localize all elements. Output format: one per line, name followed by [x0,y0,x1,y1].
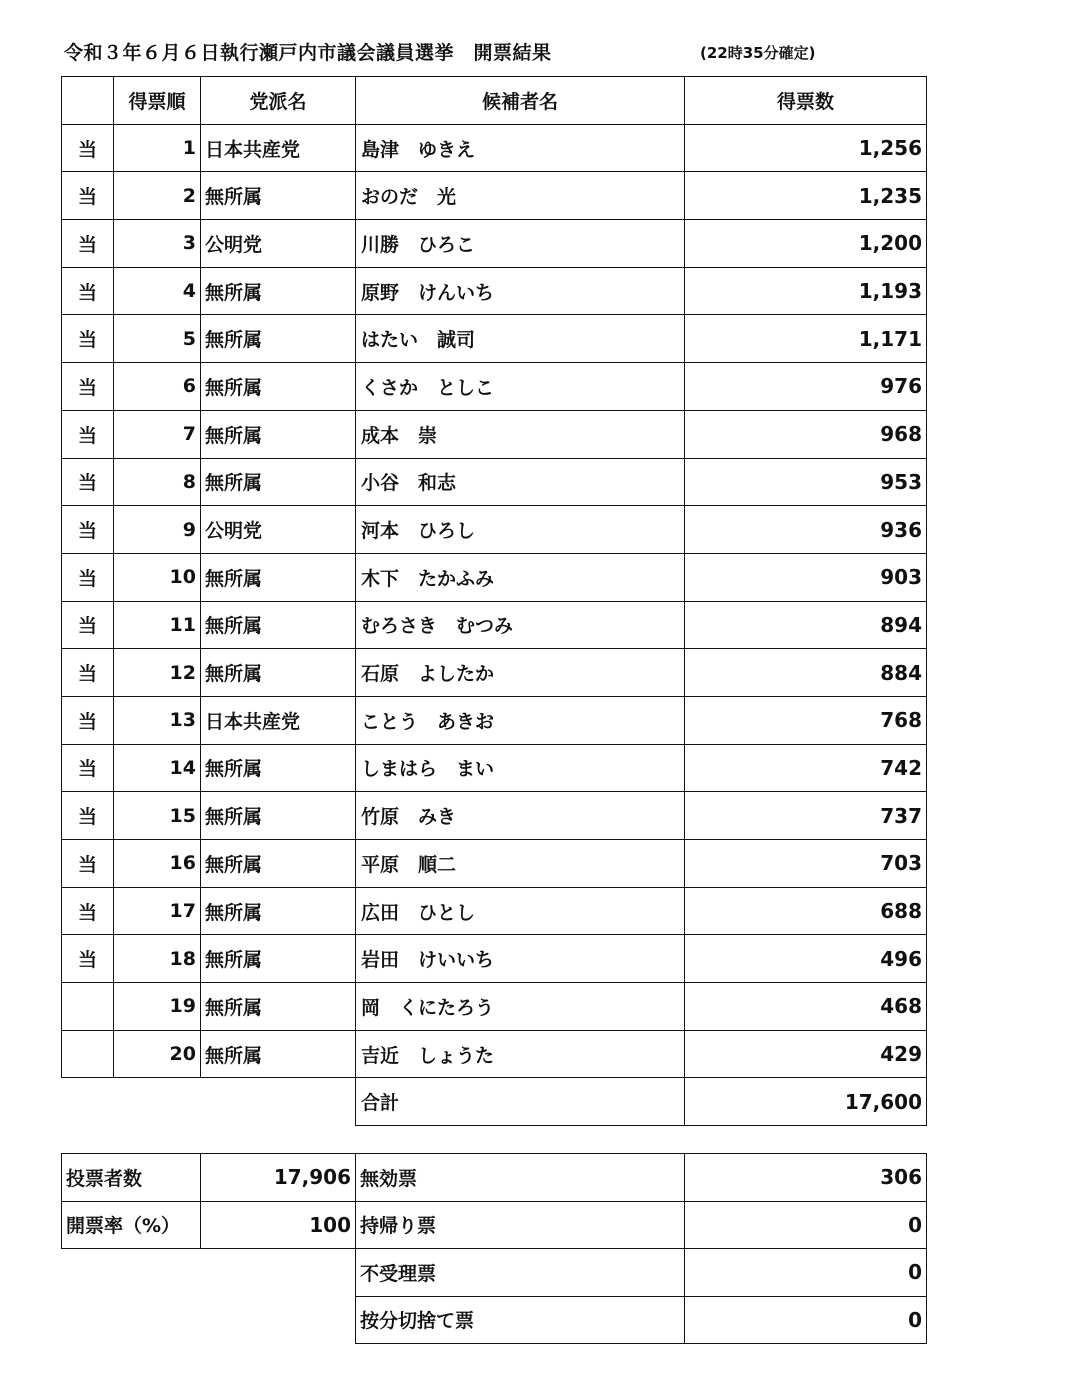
party-cell: 無所属 [201,935,356,983]
summary-blank [62,1296,356,1344]
party-cell: 無所属 [201,649,356,697]
column-header-elected [62,77,114,125]
rank-cell: 19 [114,983,201,1031]
candidate-name-cell: 河本 ひろし [356,506,685,554]
votes-cell: 742 [685,744,927,792]
candidate-name-cell: 成本 崇 [356,410,685,458]
elected-mark: 当 [62,744,114,792]
elected-mark: 当 [62,363,114,411]
party-cell: 公明党 [201,506,356,554]
elected-mark [62,983,114,1031]
candidate-name-cell: むろさき むつみ [356,601,685,649]
votes-cell: 894 [685,601,927,649]
elected-mark: 当 [62,410,114,458]
rank-cell: 12 [114,649,201,697]
votes-cell: 703 [685,840,927,888]
party-cell: 無所属 [201,601,356,649]
summary-row [62,1249,927,1297]
votes-cell: 429 [685,1030,927,1078]
table-row [62,696,927,744]
candidate-name-cell: 広田 ひとし [356,887,685,935]
candidate-name-cell: 吉近 しょうた [356,1030,685,1078]
total-blank [62,1078,356,1126]
elected-mark: 当 [62,935,114,983]
voters-label: 投票者数 [62,1154,201,1202]
table-row [62,983,927,1031]
total-value: 17,600 [685,1078,927,1126]
votes-cell: 936 [685,506,927,554]
party-cell: 日本共産党 [201,124,356,172]
party-cell: 無所属 [201,458,356,506]
rank-cell: 1 [114,124,201,172]
elected-mark: 当 [62,840,114,888]
table-row [62,220,927,268]
summary-row [62,1154,927,1202]
column-header-party: 党派名 [201,77,356,125]
rank-cell: 15 [114,792,201,840]
votes-cell: 968 [685,410,927,458]
votes-cell: 976 [685,363,927,411]
votes-cell: 688 [685,887,927,935]
rank-cell: 9 [114,506,201,554]
rank-cell: 17 [114,887,201,935]
rank-cell: 14 [114,744,201,792]
candidate-name-cell: 川勝 ひろこ [356,220,685,268]
candidate-name-cell: 岡 くにたろう [356,983,685,1031]
summary-table [61,1153,927,1344]
table-row [62,744,927,792]
candidate-name-cell: 小谷 和志 [356,458,685,506]
rank-cell: 2 [114,172,201,220]
elected-mark: 当 [62,649,114,697]
party-cell: 日本共産党 [201,696,356,744]
rank-cell: 20 [114,1030,201,1078]
candidate-name-cell: ことう あきお [356,696,685,744]
party-cell: 無所属 [201,315,356,363]
table-row [62,124,927,172]
invalid-value: 306 [685,1154,927,1202]
votes-cell: 1,193 [685,267,927,315]
table-row [62,458,927,506]
rate-value: 100 [201,1201,356,1249]
votes-cell: 1,256 [685,124,927,172]
elected-mark: 当 [62,792,114,840]
table-row [62,840,927,888]
table-row [62,601,927,649]
rank-cell: 6 [114,363,201,411]
party-cell: 無所属 [201,744,356,792]
table-row [62,887,927,935]
column-header-votes: 得票数 [685,77,927,125]
rank-cell: 4 [114,267,201,315]
party-cell: 無所属 [201,983,356,1031]
party-cell: 無所属 [201,172,356,220]
votes-cell: 768 [685,696,927,744]
elected-mark: 当 [62,506,114,554]
table-row [62,792,927,840]
rank-cell: 16 [114,840,201,888]
candidate-name-cell: くさか としこ [356,363,685,411]
candidate-name-cell: 平原 順二 [356,840,685,888]
confirmed-time: (22時35分確定) [700,44,816,62]
elected-mark: 当 [62,172,114,220]
candidate-name-cell: 石原 よしたか [356,649,685,697]
summary-row [62,1201,927,1249]
elected-mark: 当 [62,267,114,315]
candidate-name-cell: 原野 けんいち [356,267,685,315]
votes-cell: 496 [685,935,927,983]
table-row [62,315,927,363]
results-body [62,124,927,1078]
votes-cell: 903 [685,553,927,601]
total-label: 合計 [356,1078,685,1126]
candidate-name-cell: おのだ 光 [356,172,685,220]
table-row [62,410,927,458]
unaccepted-label: 不受理票 [356,1249,685,1297]
voters-value: 17,906 [201,1154,356,1202]
results-table [61,76,927,1126]
table-row [62,649,927,697]
votes-cell: 1,200 [685,220,927,268]
table-row [62,363,927,411]
votes-cell: 468 [685,983,927,1031]
summary-row [62,1296,927,1344]
votes-cell: 884 [685,649,927,697]
table-row [62,553,927,601]
rank-cell: 3 [114,220,201,268]
party-cell: 無所属 [201,363,356,411]
elected-mark: 当 [62,601,114,649]
party-cell: 無所属 [201,1030,356,1078]
summary-blank [62,1249,356,1297]
elected-mark: 当 [62,220,114,268]
rate-label: 開票率（%） [62,1201,201,1249]
party-cell: 無所属 [201,410,356,458]
rank-cell: 8 [114,458,201,506]
elected-mark: 当 [62,887,114,935]
votes-cell: 1,171 [685,315,927,363]
party-cell: 公明党 [201,220,356,268]
rank-cell: 18 [114,935,201,983]
candidate-name-cell: しまはら まい [356,744,685,792]
rank-cell: 10 [114,553,201,601]
candidate-name-cell: 竹原 みき [356,792,685,840]
elected-mark: 当 [62,124,114,172]
party-cell: 無所属 [201,840,356,888]
table-row [62,506,927,554]
candidate-name-cell: 岩田 けいいち [356,935,685,983]
table-header-row [62,77,927,125]
party-cell: 無所属 [201,792,356,840]
rank-cell: 5 [114,315,201,363]
document-title: 令和３年６月６日執行瀬戸内市議会議員選挙 開票結果 [64,42,552,64]
document-header [0,38,1080,68]
party-cell: 無所属 [201,887,356,935]
column-header-candidate: 候補者名 [356,77,685,125]
table-row [62,172,927,220]
total-row [62,1078,927,1126]
proportional-label: 按分切捨て票 [356,1296,685,1344]
elected-mark: 当 [62,315,114,363]
elected-mark: 当 [62,458,114,506]
candidate-name-cell: 木下 たかふみ [356,553,685,601]
rank-cell: 11 [114,601,201,649]
votes-cell: 737 [685,792,927,840]
votes-cell: 953 [685,458,927,506]
table-row [62,935,927,983]
proportional-value: 0 [685,1296,927,1344]
elected-mark: 当 [62,553,114,601]
invalid-label: 無効票 [356,1154,685,1202]
elected-mark [62,1030,114,1078]
candidate-name-cell: はたい 誠司 [356,315,685,363]
rank-cell: 13 [114,696,201,744]
table-row [62,267,927,315]
takeaway-label: 持帰り票 [356,1201,685,1249]
takeaway-value: 0 [685,1201,927,1249]
elected-mark: 当 [62,696,114,744]
column-header-rank: 得票順 [114,77,201,125]
rank-cell: 7 [114,410,201,458]
candidate-name-cell: 島津 ゆきえ [356,124,685,172]
table-row [62,1030,927,1078]
unaccepted-value: 0 [685,1249,927,1297]
party-cell: 無所属 [201,553,356,601]
party-cell: 無所属 [201,267,356,315]
votes-cell: 1,235 [685,172,927,220]
